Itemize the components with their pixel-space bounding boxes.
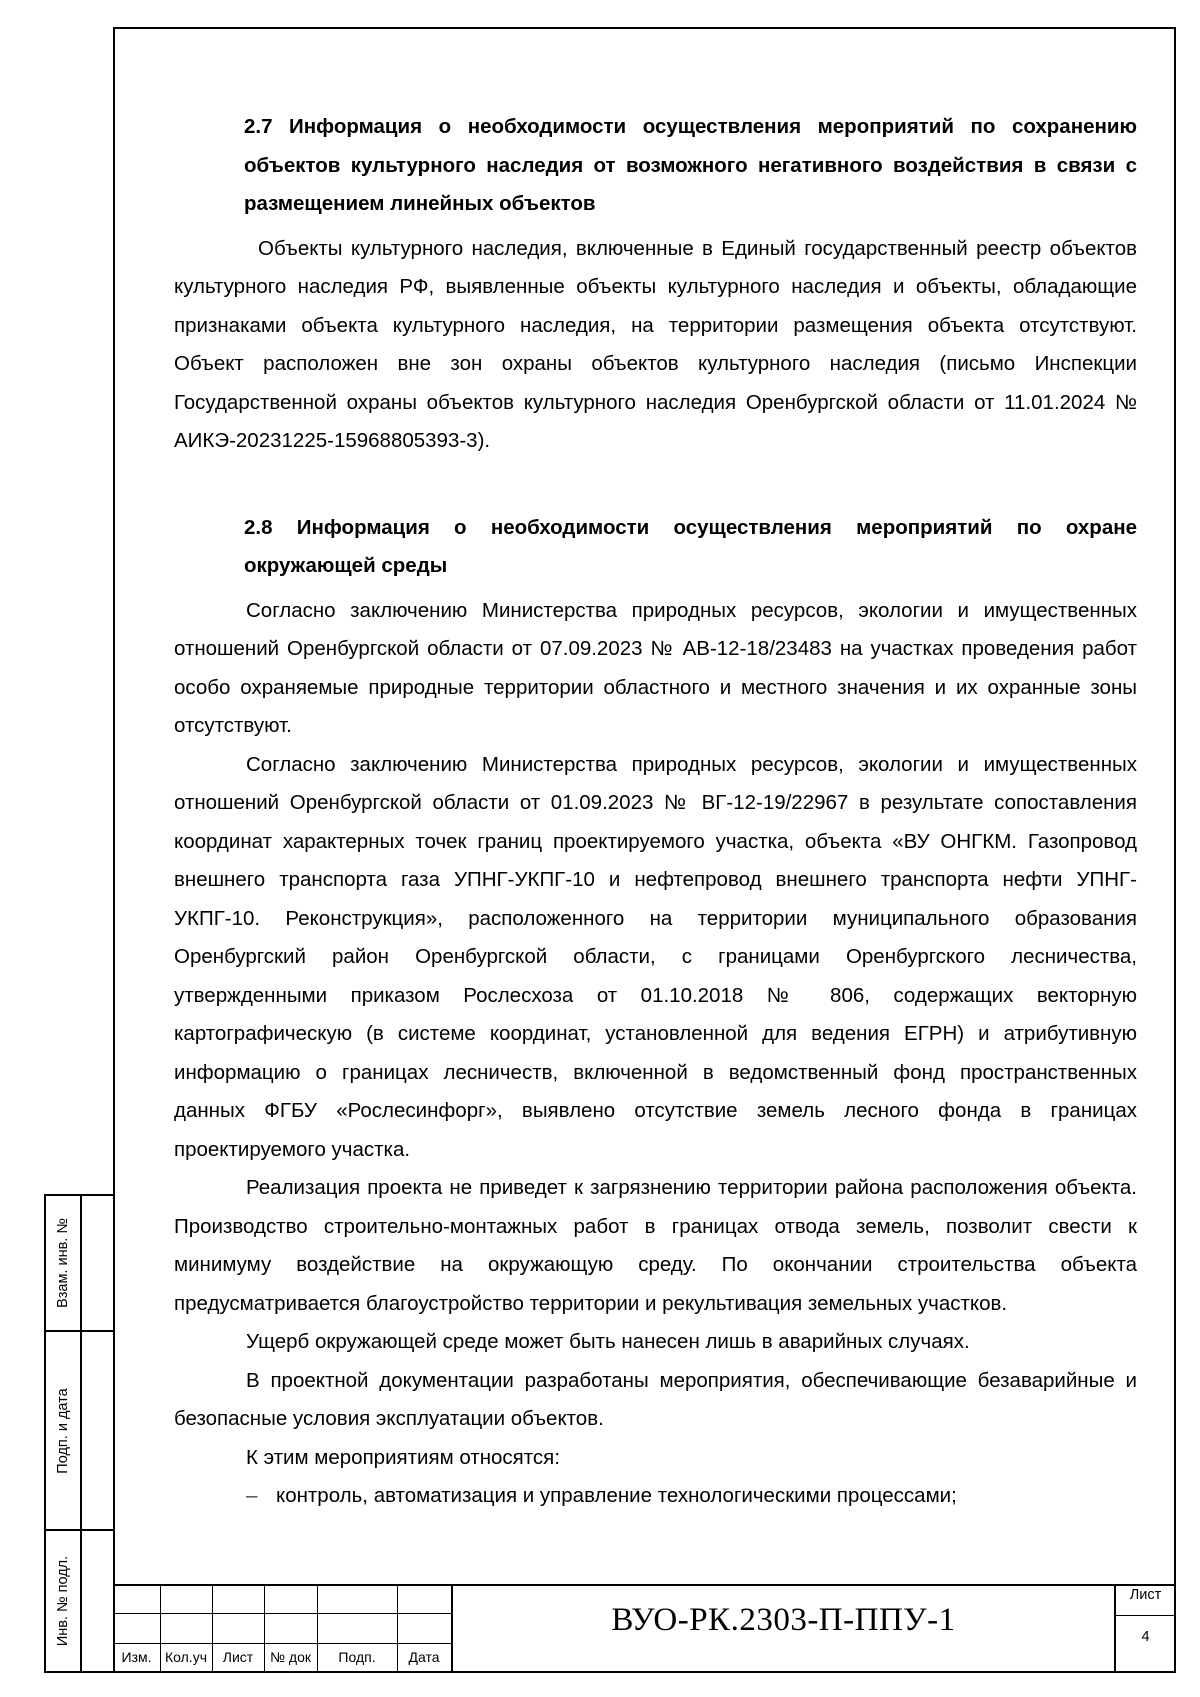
document-body — [174, 108, 1137, 1516]
col-count: Кол.уч — [165, 1649, 207, 1665]
sheet-label: Лист — [1129, 1587, 1162, 1603]
paragraph: В проектной документации разработаны мероприятия, обеспечивающие безаварийные и безопасные условия эксплуатации объектов. — [174, 1368, 1137, 1430]
side-stamp-replace-inv — [44, 1194, 113, 1332]
paragraph: К этим мероприятиям относятся: — [246, 1445, 560, 1469]
section-2-8 — [174, 509, 1137, 1516]
section-heading: 2.7 Информация о необходимости осуществления мероприятий по сохранению объектов культурного наследия от возможного негативного воздействия в связи с размещением линейных объектов — [244, 115, 1137, 215]
paragraph: Согласно заключению Министерства природных ресурсов, экологии и имущественных отношений Оренбургской области от 01.09.2023 № ВГ-12-19/22967 в результате сопоставления координат характерных точек границ проектируемого участка, объекта «ВУ ОНГКМ. Газопровод внешнего транспорта газа УПНГ-УКПГ-10 и нефтепровод внешнего транспорта нефти УПНГ-УКПГ-10. Реконструкция», расположенного на территории муниципального образования Оренбургский район Оренбургской области, с границами Оренбургского лесничества, утвержденными приказом Рослесхоза от 01.10.2018 № 806, содержащих векторную картографическую (в системе координат, установленной для ведения ЕГРН) и атрибутивную информацию о границах лесничеств, включенной в ведомственный фонд пространственных данных ФГБУ «Рослесинфорг», выявлено отсутствие земель лесного фонда в границах проектируемого участка. — [174, 752, 1137, 1161]
list-item-text: контроль, автоматизация и управление технологическими процессами; — [276, 1484, 957, 1507]
section-heading: 2.8 Информация о необходимости осуществления мероприятий по охране окружающей среды — [244, 515, 1137, 577]
paragraph: Ущерб окружающей среде может быть нанесен лишь в аварийных случаях. — [246, 1330, 970, 1353]
side-stamp-label: Подп. и дата — [55, 1387, 71, 1474]
side-stamp-label: Инв. № подл. — [55, 1555, 71, 1647]
col-date: Дата — [408, 1649, 440, 1665]
document-code: ВУО-РК.2303-П-ППУ-1 — [611, 1602, 956, 1638]
side-stamp-label: Взам. инв. № — [55, 1218, 71, 1308]
col-doc-no: № док — [270, 1649, 311, 1665]
side-stamp-sign-date — [44, 1330, 113, 1531]
title-block — [113, 1584, 1176, 1673]
paragraph: Реализация проекта не приведет к загрязнению территории района расположения объекта. Производство строительно-монтажных работ в границах отвода земель, позволит свести к минимуму воздействие на окружающую среду. По окончании строительства объекта предусматривается благоустройство территории и рекультивация земельных участков. — [174, 1176, 1137, 1315]
col-signature: Подп. — [338, 1649, 376, 1665]
sheet-number: 4 — [1141, 1629, 1150, 1645]
side-stamp-orig-inv — [44, 1529, 113, 1673]
paragraph: Объекты культурного наследия, включенные в Единый государственный реестр объектов культурного наследия РФ, выявленные объекты культурного наследия и объекты, обладающие признаками объекта культурного наследия, на территории размещения объекта отсутствуют. Объект расположен вне зон охраны объектов культурного наследия (письмо Инспекции Государственной охраны объектов культурного наследия Оренбургской области от 11.01.2024 № АИКЭ-20231225-15968805393-3). — [174, 236, 1137, 452]
col-sheet: Лист — [222, 1649, 254, 1665]
section-2-7 — [174, 108, 1137, 461]
paragraph: Согласно заключению Министерства природных ресурсов, экологии и имущественных отношений Оренбургской области от 07.09.2023 № АВ-12-18/23483 на участках проведения работ особо охраняемые природные территории областного и местного значения и их охранные зоны отсутствуют. — [174, 598, 1137, 737]
list-item — [246, 1477, 1137, 1516]
col-change: Изм. — [121, 1649, 152, 1665]
dash-bullet: – — [246, 1484, 258, 1507]
